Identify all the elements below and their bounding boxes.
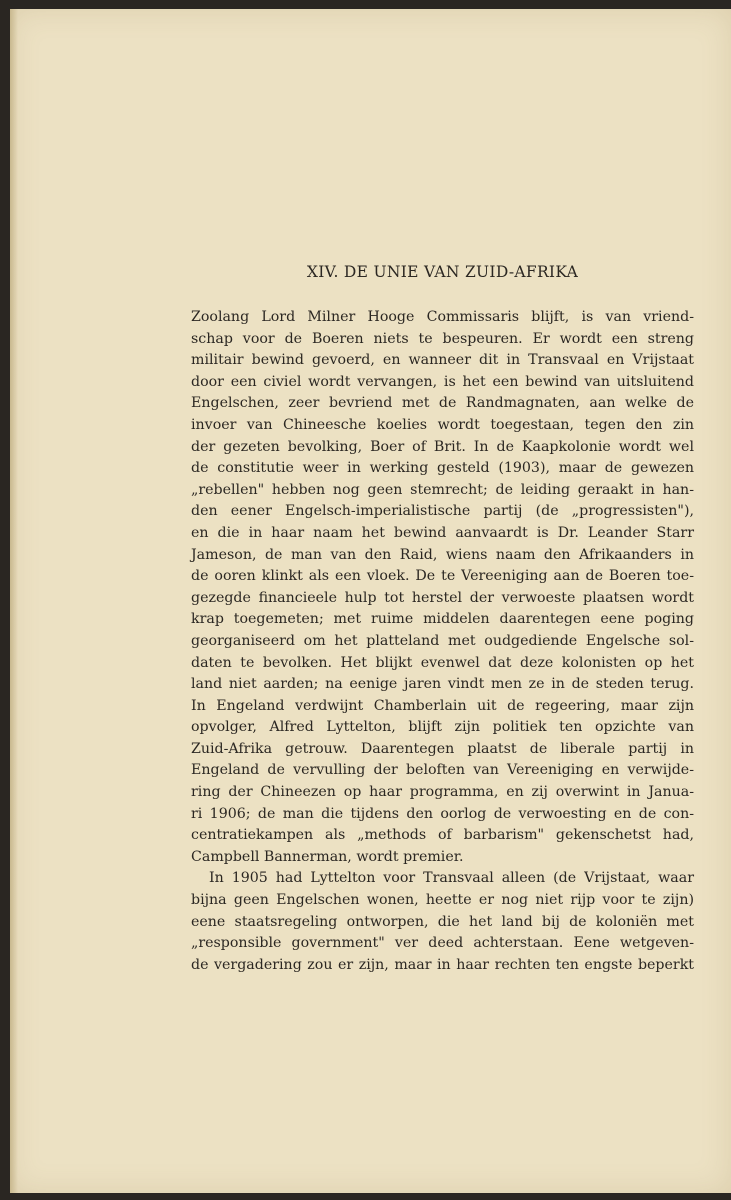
text-line: Zoolang Lord Milner Hooge Commissaris blijft, is van vriend- [191,309,694,325]
text-line: de vergadering zou er zijn, maar in haar rechten ten engste beperkt [191,956,694,973]
text-line: Campbell Bannerman, wordt premier. [191,848,464,865]
text-line: Engelschen, zeer bevriend met de Randmagnaten, aan welke de [191,395,694,412]
text-line: Jameson, de man van den Raid, wiens naam den Afrikaanders in [191,546,694,563]
chapter-title: XIV. DE UNIE VAN ZUID-AFRIKA [306,263,579,281]
text-line: invoer van Chineesche koelies wordt toegestaan, tegen den zin [191,416,694,433]
text-line: bijna geen Engelschen wonen, heette er nog niet rijp voor te zijn) [191,892,694,909]
text-line: der gezeten bevolking, Boer of Brit. In de Kaapkolonie wordt wel [191,438,694,455]
text-line: eene staatsregeling ontworpen, die het land bij de koloniën met [191,913,694,930]
text-line: In Engeland verdwijnt Chamberlain uit de regeering, maar zijn [191,697,694,714]
text-line: ri 1906; de man die tijdens den oorlog de verwoesting en de con- [191,805,694,822]
text-line: Engeland de vervulling der beloften van Vereeniging en verwijde- [191,762,694,779]
text-line: krap toegemeten; met ruime middelen daarentegen eene poging [191,611,694,628]
text-line: Zuid-Afrika getrouw. Daarentegen plaatst de liberale partij in [191,740,694,757]
text-line: de constitutie weer in werking gesteld (1903), maar de gewezen [191,460,694,477]
page-gutter-shadow [10,9,18,1193]
text-line: militair bewind gevoerd, en wanneer dit in Transvaal en Vrijstaat [191,352,694,369]
page-text [191,263,694,976]
text-line: schap voor de Boeren niets te bespeuren. Er wordt een streng [191,330,694,347]
text-line: opvolger, Alfred Lyttelton, blijft zijn politiek ten opzichte van [191,719,694,736]
text-line: centratiekampen als „methods of barbarism" gekenschetst had, [191,827,694,844]
text-line: de ooren klinkt als een vloek. De te Vereeniging aan de Boeren toe- [191,568,694,585]
text-line: ring der Chineezen op haar programma, en zij overwint in Janua- [191,784,694,801]
text-line: door een civiel wordt vervangen, is het een bewind van uitsluitend [191,373,694,390]
text-line: den eener Engelsch-imperialistische partij (de „progressisten"), [191,503,694,520]
text-line: land niet aarden; na eenige jaren vindt men ze in de steden terug. [191,676,694,693]
text-line: georganiseerd om het platteland met oudgediende Engelsche sol- [191,632,694,649]
text-line: „responsible government" ver deed achterstaan. Eene wetgeven- [191,935,694,952]
text-line: In 1905 had Lyttelton voor Transvaal alleen (de Vrijstaat, waar [209,870,694,887]
body-text [191,307,694,976]
text-line: daten te bevolken. Het blijkt evenwel dat deze kolonisten op het [191,654,694,671]
text-line: en die in haar naam het bewind aanvaardt is Dr. Leander Starr [191,524,694,541]
text-line: „rebellen" hebben nog geen stemrecht; de leiding geraakt in han- [191,481,694,498]
text-line: gezegde financieele hulp tot herstel der verwoeste plaatsen wordt [191,589,694,606]
